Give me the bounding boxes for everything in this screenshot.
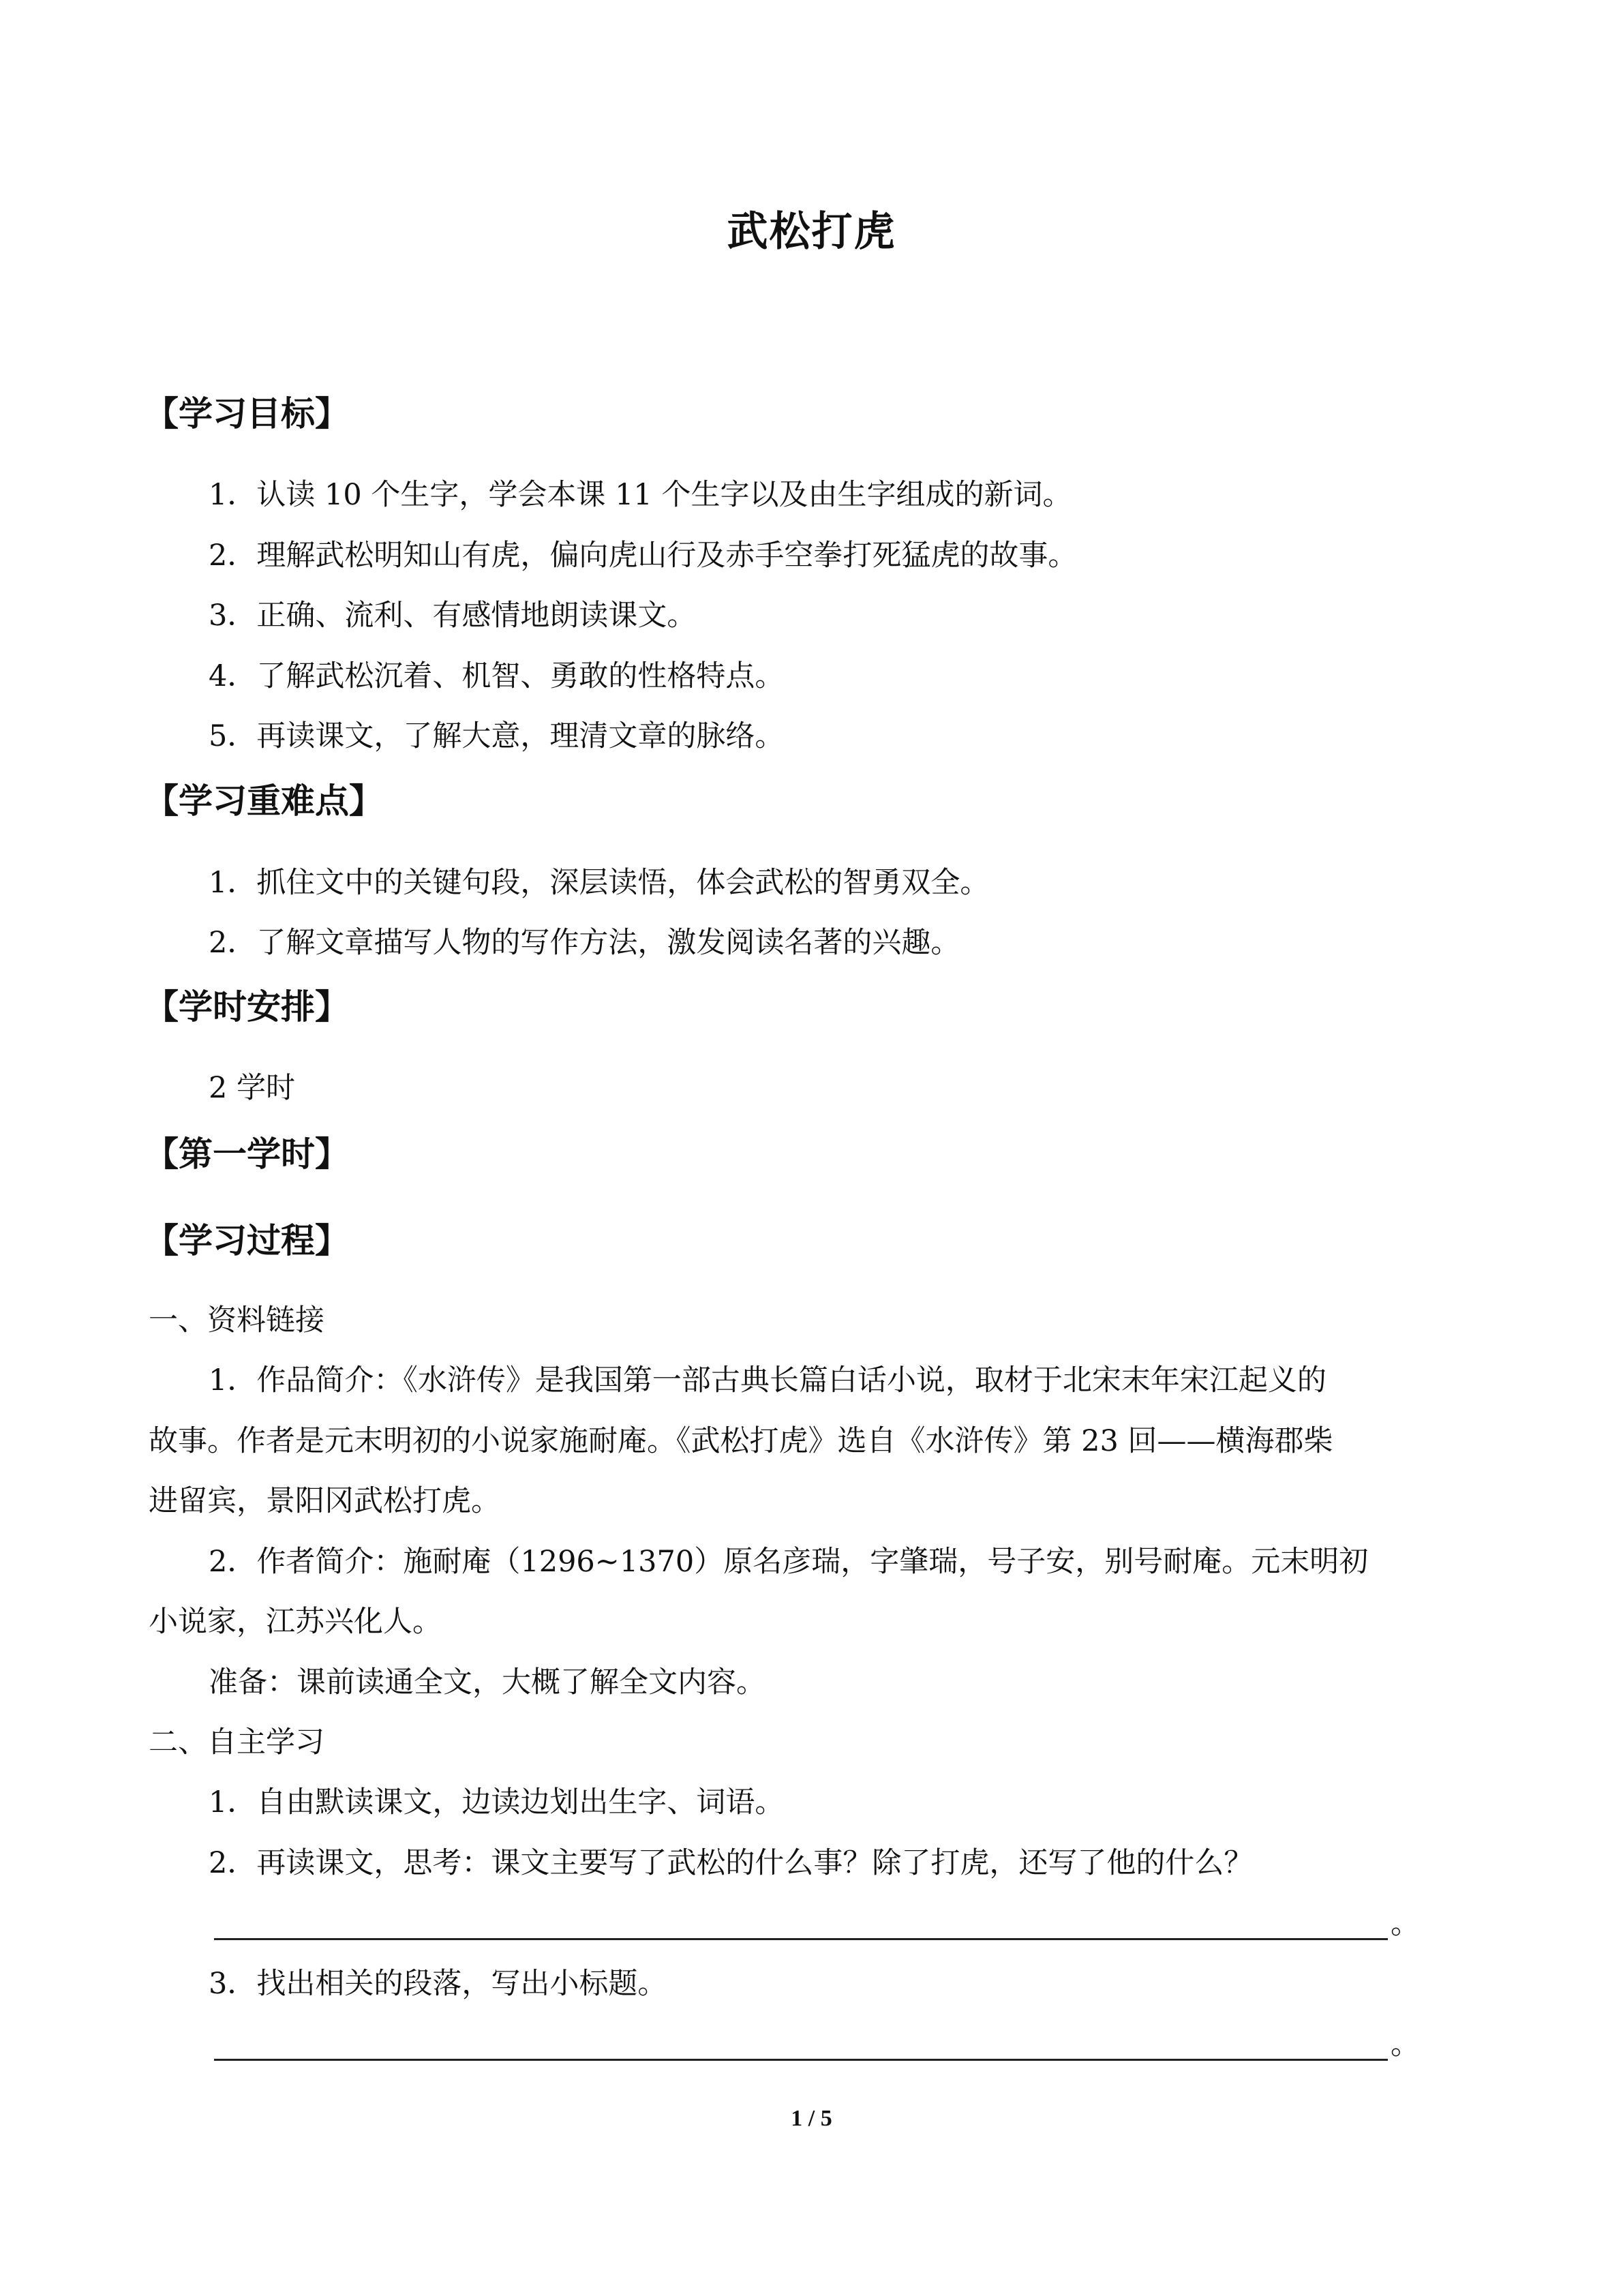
answer-blank-2-period: 。 bbox=[1391, 2027, 1420, 2061]
work-intro-line-3: 进留宾，景阳冈武松打虎。 bbox=[149, 1484, 500, 1518]
schedule-text: 2 学时 bbox=[209, 1071, 296, 1105]
question-1: 1．自由默读课文，边读边划出生字、词语。 bbox=[209, 1785, 785, 1819]
goal-item-1: 1．认读 10 个生字，学会本课 11 个生字以及由生字组成的新词。 bbox=[209, 478, 1072, 512]
part1-title: 一、资料链接 bbox=[149, 1303, 324, 1338]
answer-blank-1[interactable] bbox=[214, 1938, 1388, 1940]
work-intro-line-2: 故事。作者是元末明初的小说家施耐庵。《武松打虎》选自《水浒传》第 23 回——横海郡柴 bbox=[149, 1424, 1333, 1458]
goal-item-2: 2．理解武松明知山有虎，偏向虎山行及赤手空拳打死猛虎的故事。 bbox=[209, 539, 1078, 573]
answer-blank-2[interactable] bbox=[214, 2059, 1388, 2061]
goal-item-4: 4．了解武松沉着、机智、勇敢的性格特点。 bbox=[209, 659, 785, 693]
heading-key-points: 【学习重难点】 bbox=[145, 781, 383, 821]
key-point-item-1: 1．抓住文中的关键句段，深层读悟，体会武松的智勇双全。 bbox=[209, 866, 990, 900]
document-title: 武松打虎 bbox=[727, 208, 896, 256]
answer-blank-1-period: 。 bbox=[1391, 1907, 1420, 1941]
heading-goals: 【学习目标】 bbox=[145, 394, 349, 434]
key-point-item-2: 2．了解文章描写人物的写作方法，激发阅读名著的兴趣。 bbox=[209, 926, 960, 960]
preparation-text: 准备：课前读通全文，大概了解全文内容。 bbox=[209, 1665, 765, 1700]
question-3: 3．找出相关的段落，写出小标题。 bbox=[209, 1967, 667, 2001]
heading-schedule: 【学时安排】 bbox=[145, 987, 349, 1027]
work-intro-line-1: 1．作品简介：《水浒传》是我国第一部古典长篇白话小说，取材于北宋末年宋江起义的 bbox=[209, 1363, 1326, 1398]
author-intro-line-1: 2．作者简介：施耐庵（1296~1370）原名彦瑞，字肇瑞，号子安，别号耐庵。元末明初 bbox=[209, 1545, 1369, 1579]
heading-first-period: 【第一学时】 bbox=[145, 1134, 349, 1174]
part2-title: 二、自主学习 bbox=[149, 1725, 324, 1759]
author-intro-line-2: 小说家，江苏兴化人。 bbox=[149, 1605, 442, 1639]
goal-item-5: 5．再读课文，了解大意，理清文章的脉络。 bbox=[209, 719, 785, 753]
goal-item-3: 3．正确、流利、有感情地朗读课文。 bbox=[209, 599, 697, 633]
question-2: 2．再读课文，思考：课文主要写了武松的什么事？除了打虎，还写了他的什么？ bbox=[209, 1846, 1254, 1880]
page-number: 1 / 5 bbox=[791, 2106, 832, 2131]
heading-process: 【学习过程】 bbox=[145, 1221, 349, 1260]
